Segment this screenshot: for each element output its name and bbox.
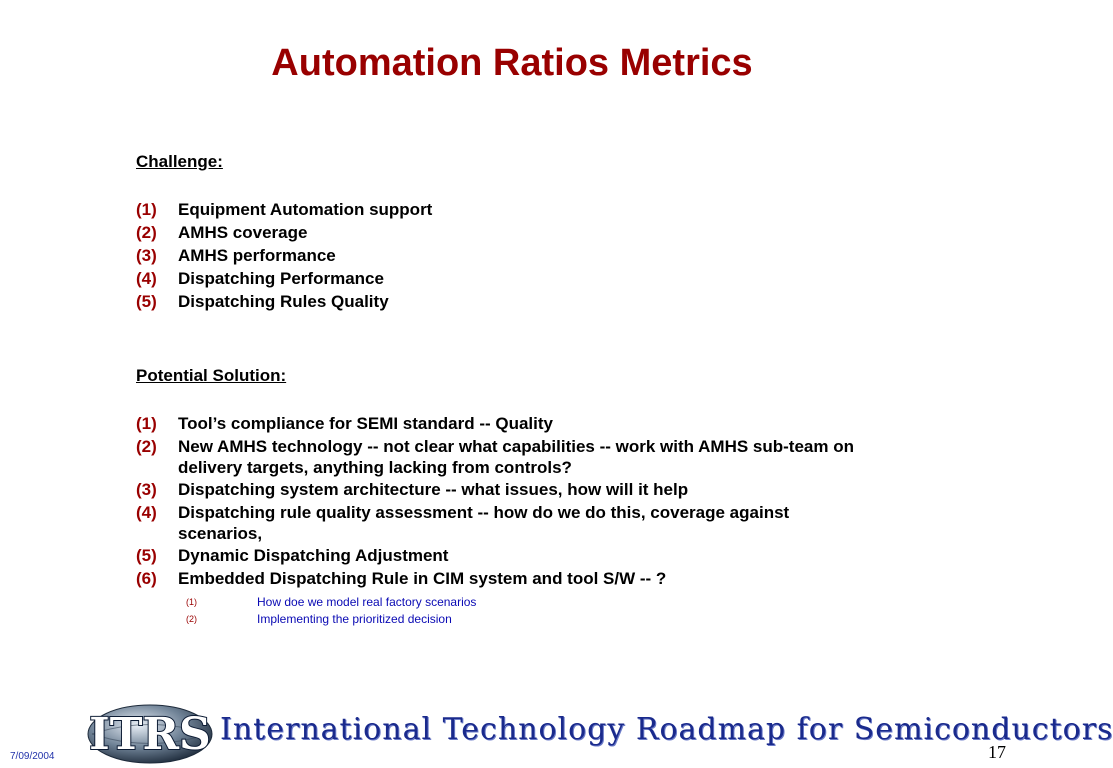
item-number: (6) (136, 569, 157, 588)
challenge-item (136, 290, 876, 313)
item-number: (3) (136, 480, 157, 499)
organization-banner: International Technology Roadmap for Semiconductors (220, 712, 1113, 747)
sub-item-text: Implementing the prioritized decision (257, 612, 452, 626)
challenge-item (136, 221, 876, 244)
sub-item (186, 594, 476, 611)
itrs-globe-icon (86, 703, 216, 765)
item-text: Dispatching Performance (178, 269, 384, 288)
item-text: Tool’s compliance for SEMI standard -- Quality (178, 414, 553, 433)
solution-sublist (186, 594, 476, 628)
item-number: (5) (136, 546, 157, 565)
challenge-item (136, 244, 876, 267)
sub-item-number: (2) (186, 614, 197, 624)
item-number: (3) (136, 246, 157, 265)
item-text: AMHS performance (178, 246, 336, 265)
solution-heading: Potential Solution: (136, 366, 287, 385)
slide-title: Automation Ratios Metrics (271, 42, 753, 84)
item-text: Embedded Dispatching Rule in CIM system and tool S/W -- ? (178, 569, 667, 588)
challenge-heading: Challenge: (136, 152, 223, 171)
item-text: Dispatching Rules Quality (178, 292, 389, 311)
item-text: Dispatching system architecture -- what issues, how will it help (178, 480, 689, 499)
item-number: (4) (136, 269, 157, 288)
item-text: Dispatching rule quality assessment -- how do we do this, coverage against scenarios, (178, 503, 790, 543)
solution-item (136, 435, 876, 478)
item-number: (5) (136, 292, 157, 311)
solution-item (136, 412, 876, 435)
challenge-item (136, 198, 876, 221)
item-text: New AMHS technology -- not clear what capabilities -- work with AMHS sub-team on delivery targets, anything lacking from controls? (178, 437, 854, 477)
item-number: (2) (136, 223, 157, 242)
item-number: (1) (136, 414, 157, 433)
challenge-item (136, 267, 876, 290)
item-number: (2) (136, 437, 157, 456)
challenge-list (136, 198, 876, 313)
item-number: (4) (136, 503, 157, 522)
item-text: Equipment Automation support (178, 200, 433, 219)
item-text: Dynamic Dispatching Adjustment (178, 546, 449, 565)
sub-item (186, 611, 476, 628)
solution-item (136, 567, 876, 590)
slide-date: 7/09/2004 (10, 751, 55, 762)
sub-item-number: (1) (186, 597, 197, 607)
sub-item-text: How doe we model real factory scenarios (257, 595, 477, 609)
solution-list (136, 412, 876, 590)
item-number: (1) (136, 200, 157, 219)
solution-item (136, 544, 876, 567)
logo-lettering: ITRS (89, 709, 211, 760)
solution-item (136, 478, 876, 501)
itrs-logo (86, 703, 216, 765)
item-text: AMHS coverage (178, 223, 308, 242)
page-number: 17 (988, 742, 1006, 762)
solution-item (136, 501, 876, 544)
